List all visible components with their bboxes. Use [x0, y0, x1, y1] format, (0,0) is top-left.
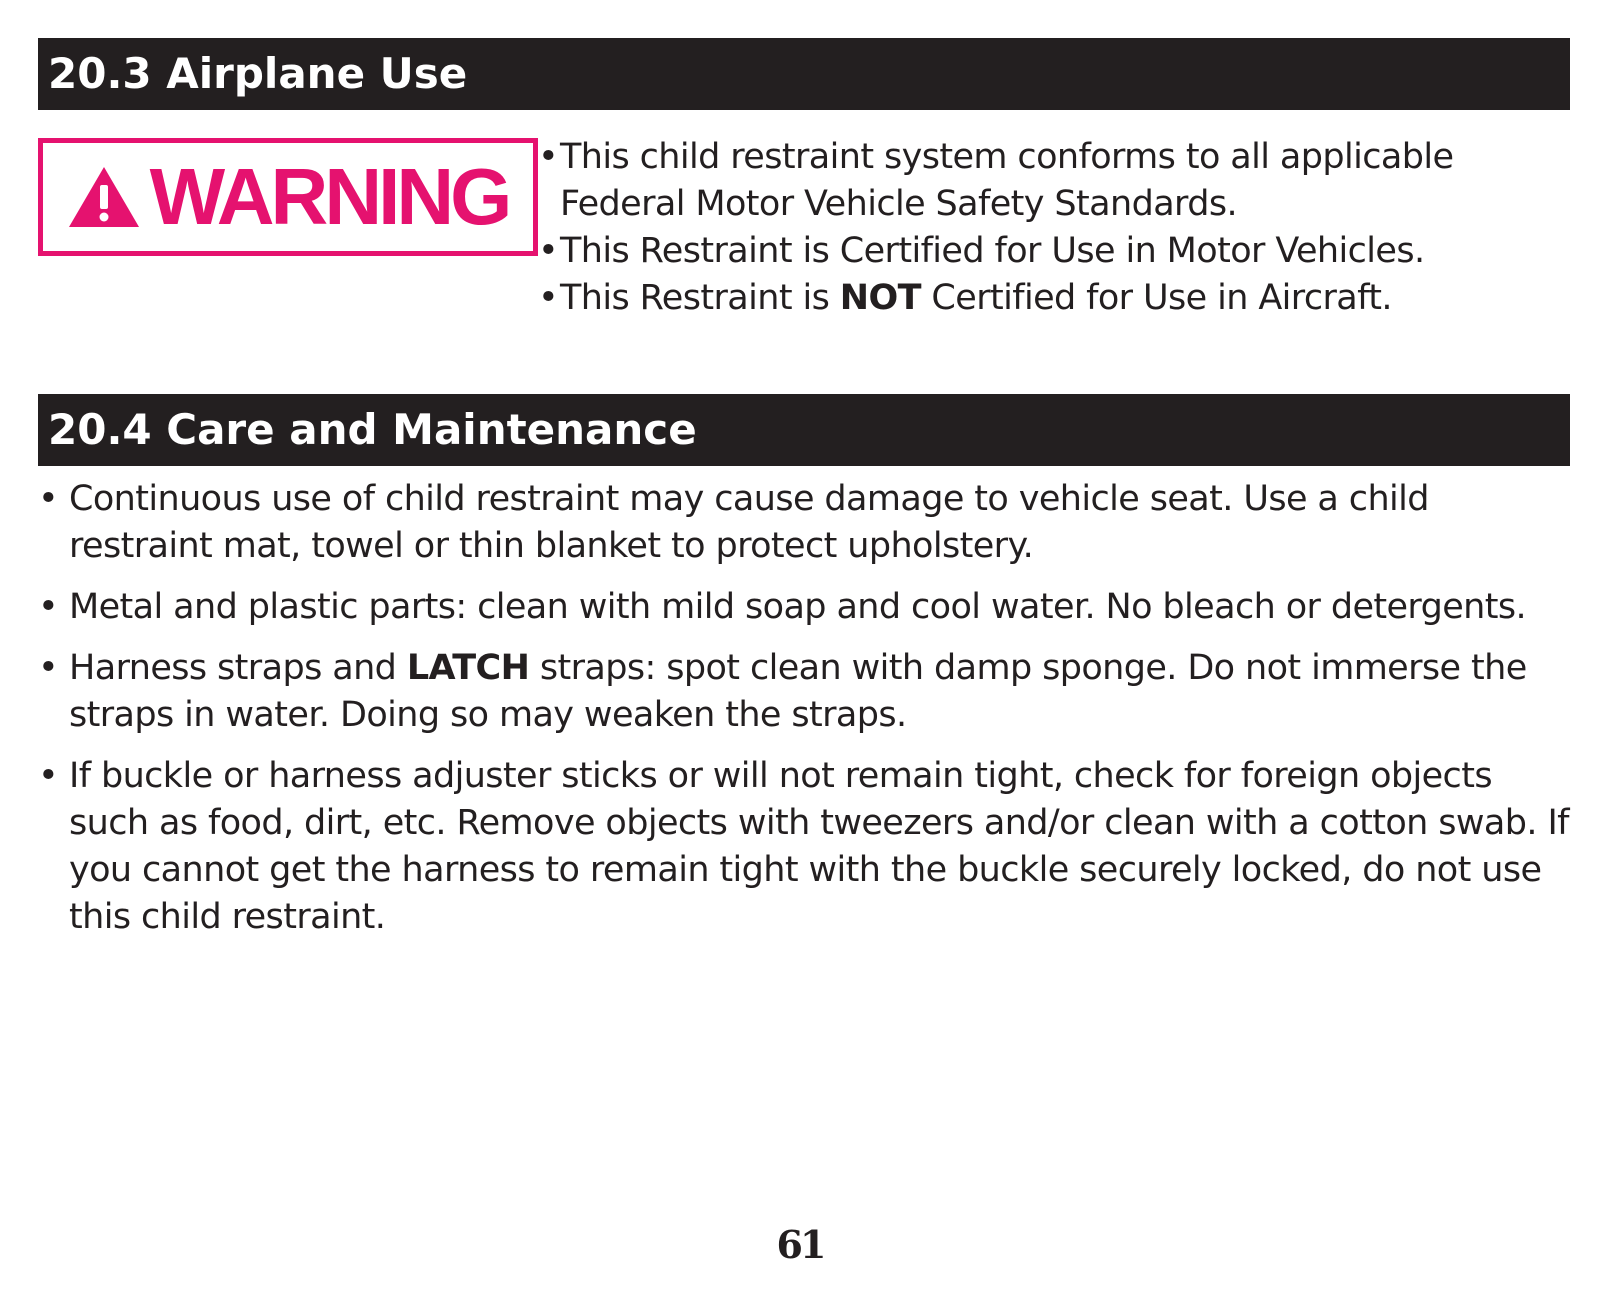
list-item — [38, 584, 1578, 631]
list-item-text: This child restraint system conforms to all applicable Federal Motor Vehicle Safety Standards. — [560, 137, 1454, 224]
care-instructions-list — [38, 476, 1578, 955]
warning-triangle-icon — [68, 165, 140, 229]
list-item-text: Metal and plastic parts: clean with mild soap and cool water. No bleach or detergents. — [69, 587, 1527, 627]
list-item — [538, 228, 1578, 275]
emphasis-not: NOT — [839, 278, 921, 318]
list-item-text: This Restraint is Certified for Use in Motor Vehicles. — [560, 231, 1425, 271]
list-item — [38, 476, 1578, 570]
page-number: 61 — [776, 1222, 824, 1267]
airplane-warning-list — [538, 134, 1578, 322]
warning-label: WARNING — [149, 152, 509, 241]
list-item — [38, 645, 1578, 739]
list-item — [538, 275, 1578, 322]
section-heading-airplane-use: 20.3 Airplane Use — [38, 38, 1570, 110]
list-item-text: If buckle or harness adjuster sticks or will not remain tight, check for foreign objects such as food, dirt, etc. Remove objects with tweezers and/or clean with a cotton swab. If you cannot get the harness to remain tight with the buckle securely locked, do not use this child restraint. — [69, 756, 1569, 937]
list-item-text-post: Certified for Use in Aircraft. — [920, 278, 1392, 318]
list-item-text-pre: This Restraint is — [560, 278, 840, 318]
list-item-text: Continuous use of child restraint may cause damage to vehicle seat. Use a child restraint mat, towel or thin blanket to protect upholstery. — [69, 479, 1429, 566]
list-item-text-post: straps: spot clean with damp sponge. Do not immerse the straps in water. Doing so may weaken the straps. — [69, 648, 1527, 735]
list-item — [38, 753, 1578, 941]
list-item-text-pre: Harness straps and — [69, 648, 407, 688]
section-heading-care-maintenance: 20.4 Care and Maintenance — [38, 394, 1570, 466]
emphasis-latch: LATCH — [406, 648, 530, 688]
warning-label-box — [38, 138, 538, 256]
list-item — [538, 134, 1578, 228]
